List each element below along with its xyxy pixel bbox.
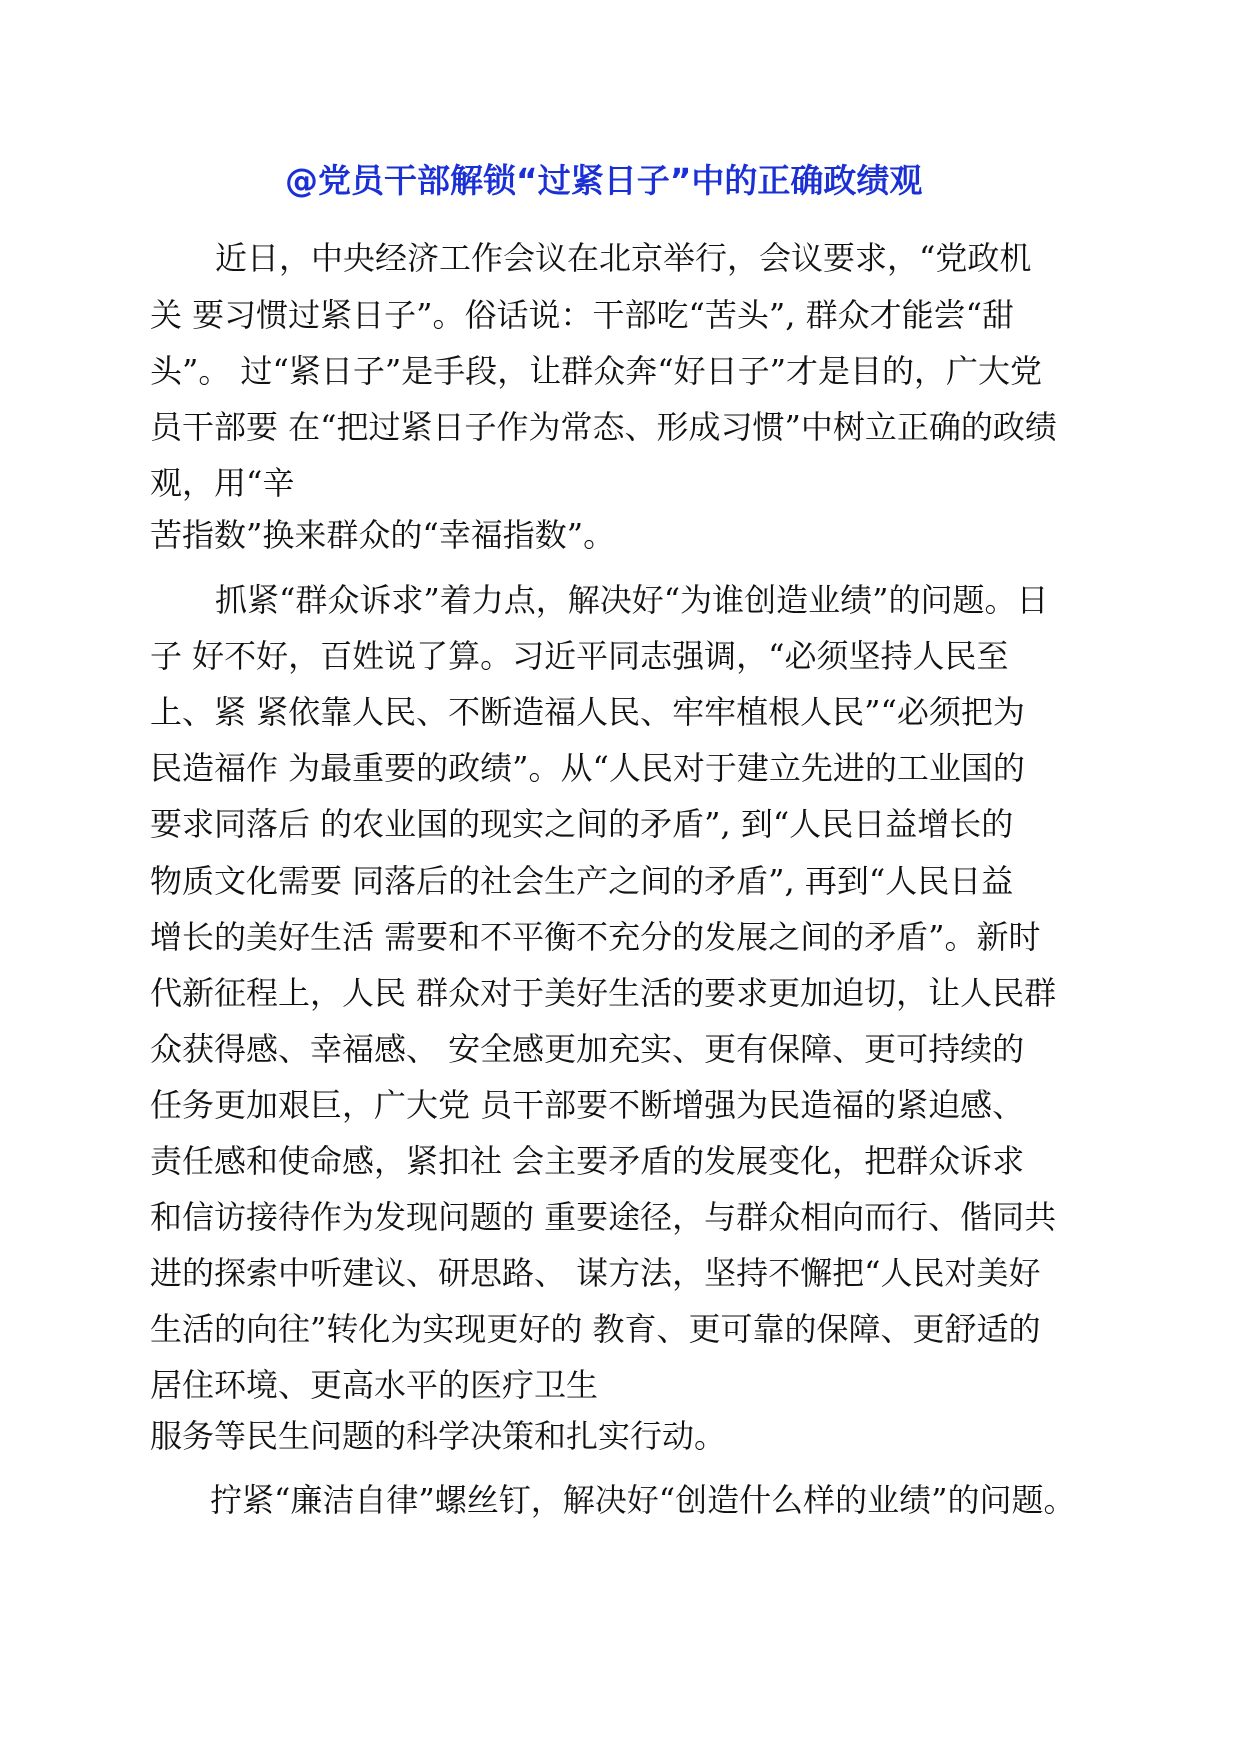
paragraph-2-line-1: 抓紧“群众诉求”着力点，解决好“为谁创造业绩”的问题。日 <box>215 581 1049 619</box>
paragraph-2-line-2: 子 好不好，百姓说了算。习近平同志强调，“必须坚持人民至 <box>150 637 1009 675</box>
paragraph-2-line-3: 上、紧 紧依靠人民、不断造福人民、牢牢植根人民”“必须把为 <box>150 693 1025 731</box>
paragraph-2-line-8: 代新征程上，人民 群众对于美好生活的要求更加迫切，让人民群 <box>150 974 1057 1012</box>
paragraph-2-line-14: 生活的向往”转化为实现更好的 教育、更可靠的保障、更舒适的 <box>150 1310 1041 1348</box>
paragraph-2-line-9: 众获得感、幸福感、 安全感更加充实、更有保障、更可持续的 <box>150 1030 1025 1068</box>
paragraph-2-line-15: 居住环境、更高水平的医疗卫生 <box>150 1366 599 1404</box>
paragraph-2-line-7: 增长的美好生活 需要和不平衡不充分的发展之间的矛盾”。新时 <box>150 918 1041 956</box>
paragraph-3-line-1: 拧紧“廉洁自律”螺丝钉，解决好“创造什么样的业绩”的问题。 <box>210 1481 1076 1519</box>
paragraph-2-line-16: 服务等民生问题的科学决策和扎实行动。 <box>150 1417 727 1455</box>
paragraph-2-line-6: 物质文化需要 同落后的社会生产之间的矛盾”, 再到“人民日益 <box>150 862 1014 900</box>
paragraph-2-line-10: 任务更加艰巨，广大党 员干部要不断增强为民造福的紧迫感、 <box>150 1086 1025 1124</box>
paragraph-2-line-11: 责任感和使命感，紧扣社 会主要矛盾的发展变化，把群众诉求 <box>150 1142 1025 1180</box>
paragraph-2-line-5: 要求同落后 的农业国的现实之间的矛盾”, 到“人民日益增长的 <box>150 805 1014 843</box>
paragraph-1-line-5: 观，用“辛 <box>150 464 295 502</box>
paragraph-1-line-1: 近日，中央经济工作会议在北京举行，会议要求，“党政机 <box>215 239 1032 277</box>
paragraph-2-line-4: 民造福作 为最重要的政绩”。从“人民对于建立先进的工业国的 <box>150 749 1025 787</box>
paragraph-1-line-2: 关 要习惯过紧日子”。俗话说：干部吃“苦头”, 群众才能尝“甜 <box>150 296 1014 334</box>
paragraph-2-line-13: 进的探索中听建议、研思路、 谋方法，坚持不懈把“人民对美好 <box>150 1254 1041 1292</box>
paragraph-1-line-3: 头”。 过“紧日子”是手段，让群众奔“好日子”才是目的，广大党 <box>150 352 1042 390</box>
document-title: @党员干部解锁“过紧日子”中的正确政绩观 <box>285 161 923 200</box>
paragraph-1-line-6: 苦指数”换来群众的“幸福指数”。 <box>150 516 616 554</box>
paragraph-1-line-4: 员干部要 在“把过紧日子作为常态、形成习惯”中树立正确的政绩 <box>150 408 1057 446</box>
paragraph-2-line-12: 和信访接待作为发现问题的 重要途径，与群众相向而行、偕同共 <box>150 1198 1057 1236</box>
